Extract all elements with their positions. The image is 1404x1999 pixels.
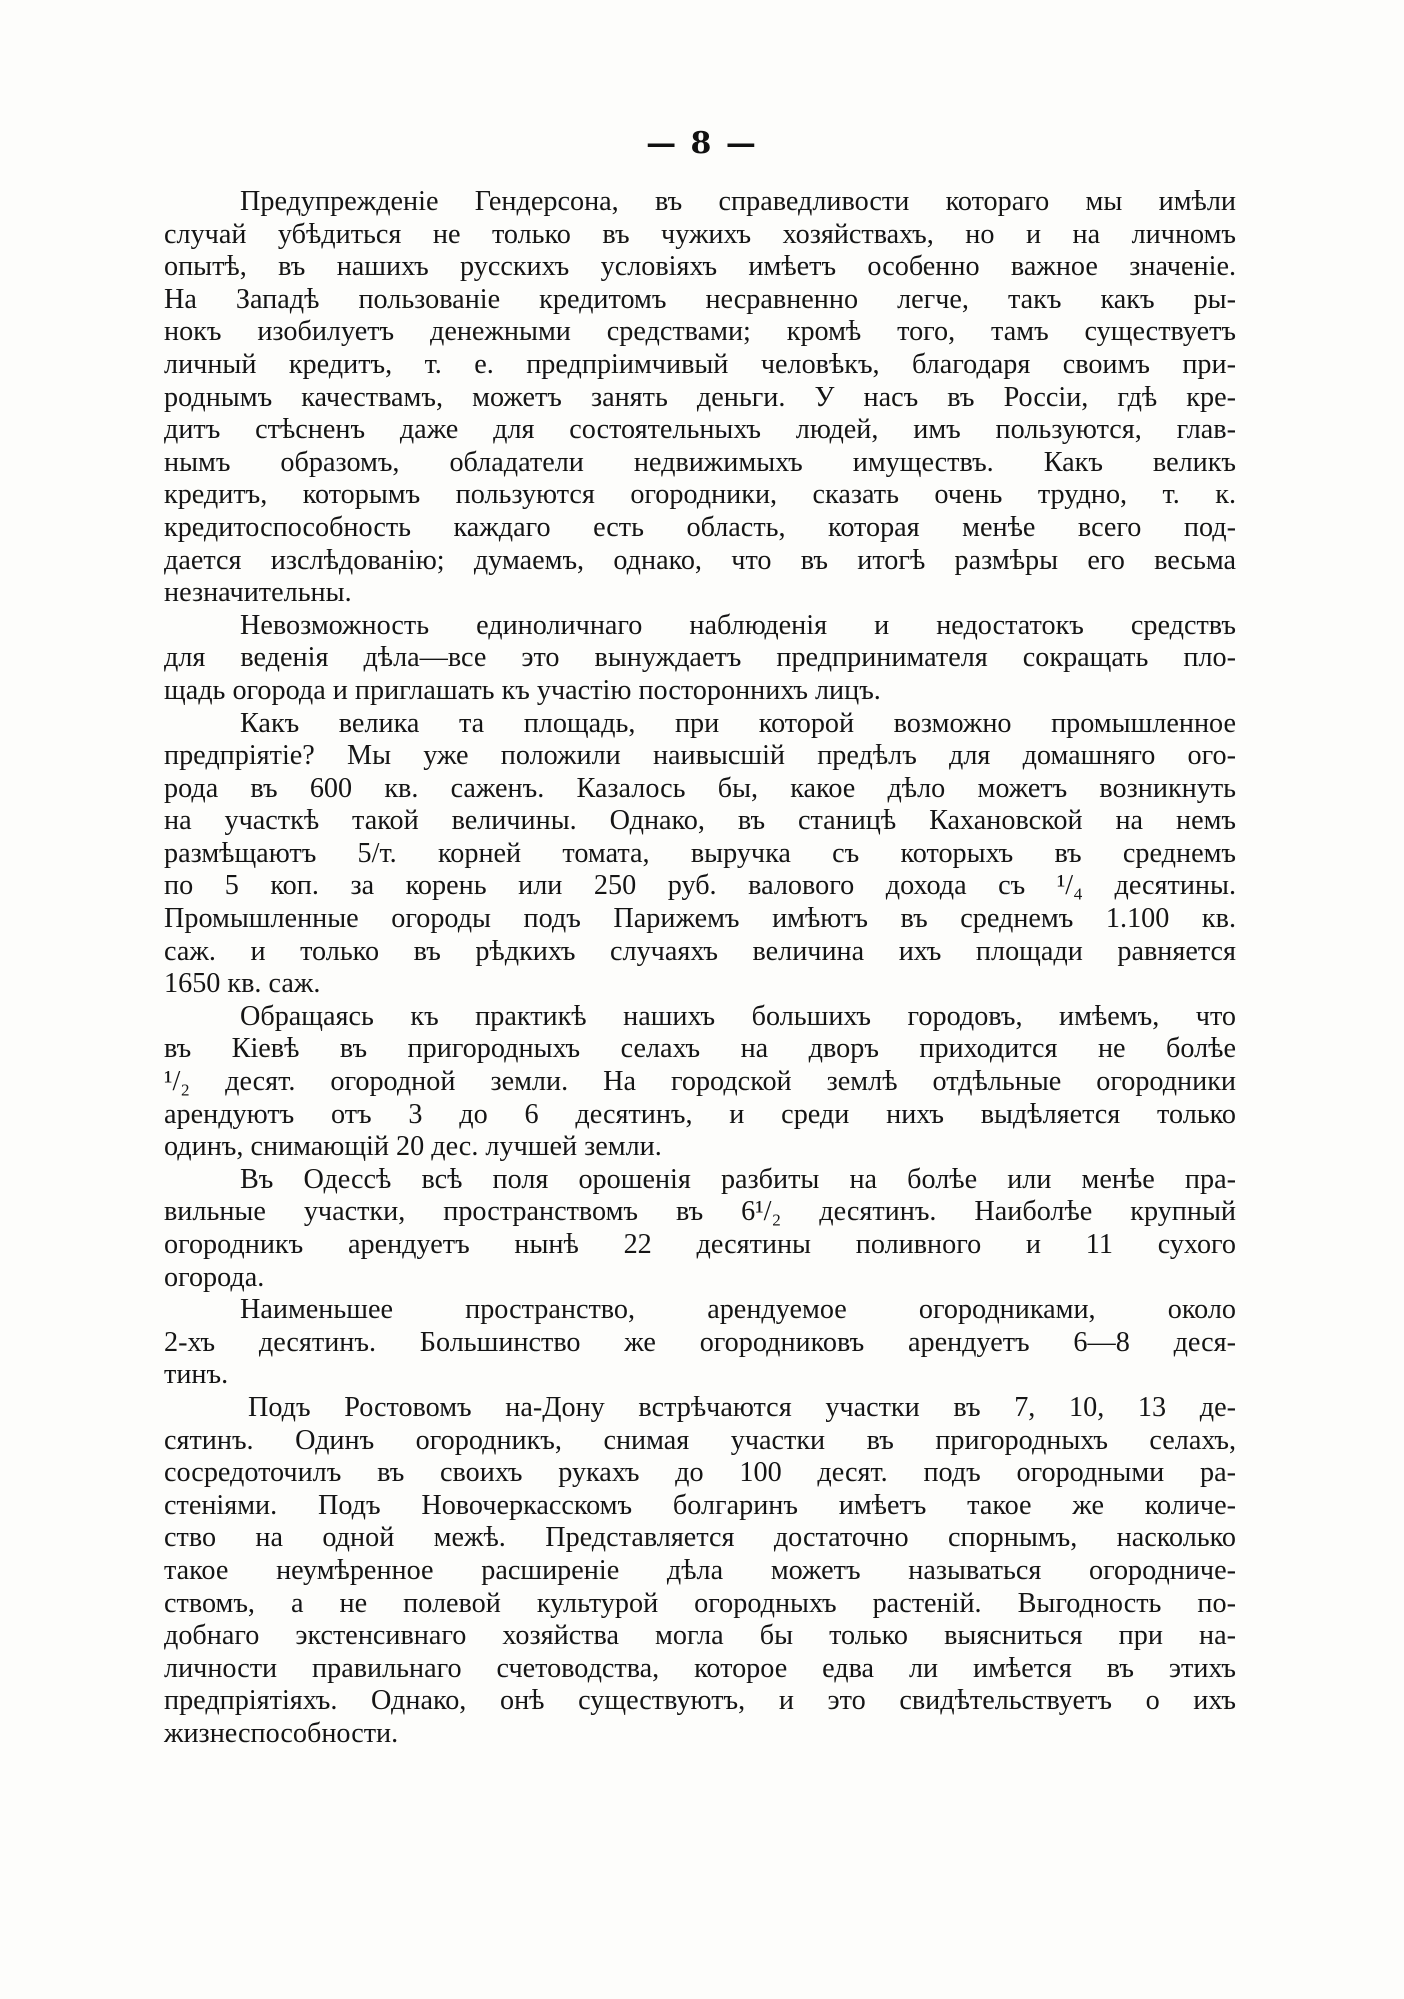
body-text: [164, 186, 1236, 1751]
text-line: случай убѣдиться не только въ чужихъ хозяйствахъ, но и на личномъ: [164, 218, 1236, 250]
text-line: роднымъ качествамъ, можетъ занять деньги. У насъ въ Россіи, гдѣ кре-: [164, 381, 1236, 413]
text-line: предпріятіяхъ. Однако, онѣ существуютъ, и это свидѣтельствуетъ о ихъ: [164, 1685, 1236, 1717]
text-line: огорода.: [164, 1261, 265, 1293]
text-line: жизнеспособности.: [164, 1717, 399, 1749]
paragraph: [164, 1001, 1236, 1164]
text-line: 1650 кв. саж.: [164, 968, 321, 1000]
paragraph: [164, 1392, 1236, 1751]
text-line: по 5 коп. за корень или 250 руб. валового дохода съ ¹/₄ десятины.: [164, 870, 1236, 902]
paragraph: [164, 708, 1236, 1001]
text-line: саж. и только въ рѣдкихъ случаяхъ величина ихъ площади равняется: [164, 935, 1236, 967]
text-line: дитъ стѣсненъ даже для состоятельныхъ людей, имъ пользуются, глав-: [164, 414, 1236, 446]
text-line: размѣщаютъ 5/т. корней томата, выручка съ которыхъ въ среднемъ: [164, 837, 1236, 869]
paragraph: [164, 1164, 1236, 1294]
text-line: На Западѣ пользованіе кредитомъ несравненно легче, такъ какъ ры-: [164, 283, 1236, 315]
page-number: — 8 —: [646, 126, 758, 161]
text-line: нымъ образомъ, обладатели недвижимыхъ имуществъ. Какъ великъ: [164, 446, 1236, 478]
paragraph: [164, 1294, 1236, 1392]
text-line: Наименьшее пространство, арендуемое огородниками, около: [240, 1294, 1236, 1326]
text-line: Обращаясь къ практикѣ нашихъ большихъ городовъ, имѣемъ, что: [240, 1000, 1236, 1032]
text-line: для веденія дѣла—все это вынуждаетъ предпринимателя сокращать пло-: [164, 642, 1236, 674]
text-line: Въ Одессѣ всѣ поля орошенія разбиты на болѣе или менѣе пра-: [240, 1163, 1236, 1195]
text-line: Невозможность единоличнаго наблюденія и недостатокъ средствъ: [240, 609, 1236, 641]
text-line: Промышленные огороды подъ Парижемъ имѣютъ въ среднемъ 1.100 кв.: [164, 903, 1236, 935]
text-line: рода въ 600 кв. саженъ. Казалось бы, какое дѣло можетъ возникнуть: [164, 772, 1236, 804]
text-line: на участкѣ такой величины. Однако, въ станицѣ Кахановской на немъ: [164, 805, 1236, 837]
text-line: опытѣ, въ нашихъ русскихъ условіяхъ имѣетъ особенно важное значеніе.: [164, 251, 1236, 283]
text-line: огородникъ арендуетъ нынѣ 22 десятины поливного и 11 сухого: [164, 1229, 1236, 1260]
text-line: Предупрежденіе Гендерсона, въ справедливости котораго мы имѣли: [240, 186, 1236, 217]
paragraph: [164, 610, 1236, 708]
text-line: арендуютъ отъ 3 до 6 десятинъ, и среди нихъ выдѣляется только: [164, 1098, 1236, 1130]
text-line: Какъ велика та площадь, при которой возможно промышленное: [240, 707, 1236, 739]
text-line: личности правильнаго счетоводства, которое едва ли имѣется въ этихъ: [164, 1652, 1236, 1684]
text-line: ствомъ, а не полевой культурой огородныхъ растеній. Выгодность по-: [164, 1587, 1236, 1619]
text-line: нокъ изобилуетъ денежными средствами; кромѣ того, тамъ существуетъ: [164, 316, 1236, 348]
text-line: личный кредитъ, т. е. предпріимчивый человѣкъ, благодаря своимъ при-: [164, 348, 1236, 380]
text-line: въ Кіевѣ въ пригородныхъ селахъ на дворъ приходится не болѣе: [164, 1033, 1236, 1065]
text-line: вильные участки, пространствомъ въ 6¹/₂ десятинъ. Наиболѣе крупный: [164, 1196, 1236, 1228]
text-line: сятинъ. Одинъ огородникъ, снимая участки въ пригородныхъ селахъ,: [164, 1424, 1236, 1456]
text-line: щадь огорода и приглашать къ участію постороннихъ лицъ.: [164, 674, 881, 706]
paragraph: [164, 186, 1236, 610]
text-line: тинъ.: [164, 1359, 229, 1391]
text-line: Подъ Ростовомъ на-Дону встрѣчаются участки въ 7, 10, 13 де-: [248, 1391, 1236, 1423]
text-line: дается изслѣдованію; думаемъ, однако, что въ итогѣ размѣры его весьма: [164, 544, 1236, 576]
text-line: одинъ, снимающій 20 дес. лучшей земли.: [164, 1131, 662, 1163]
text-line: незначительны.: [164, 577, 352, 609]
text-line: кредитъ, которымъ пользуются огородники, сказать очень трудно, т. к.: [164, 479, 1236, 511]
text-line: такое неумѣренное расширеніе дѣла можетъ называться огородниче-: [164, 1554, 1236, 1586]
text-line: сосредоточилъ въ своихъ рукахъ до 100 десят. подъ огородными ра-: [164, 1457, 1236, 1489]
text-line: 2-хъ десятинъ. Большинство же огородниковъ арендуетъ 6—8 деся-: [164, 1326, 1236, 1358]
text-line: ство на одной межѣ. Представляется достаточно спорнымъ, насколько: [164, 1522, 1236, 1554]
text-line: кредитоспособность каждаго есть область, которая менѣе всего под-: [164, 511, 1236, 543]
text-line: ¹/₂ десят. огородной земли. На городской землѣ отдѣльные огородники: [164, 1066, 1236, 1098]
text-line: стеніями. Подъ Новочеркасскомъ болгаринъ имѣетъ такое же количе-: [164, 1489, 1236, 1521]
text-line: предпріятіе? Мы уже положили наивысшій предѣлъ для домашняго ого-: [164, 740, 1236, 772]
text-line: добнаго экстенсивнаго хозяйства могла бы только выясниться при на-: [164, 1620, 1236, 1652]
